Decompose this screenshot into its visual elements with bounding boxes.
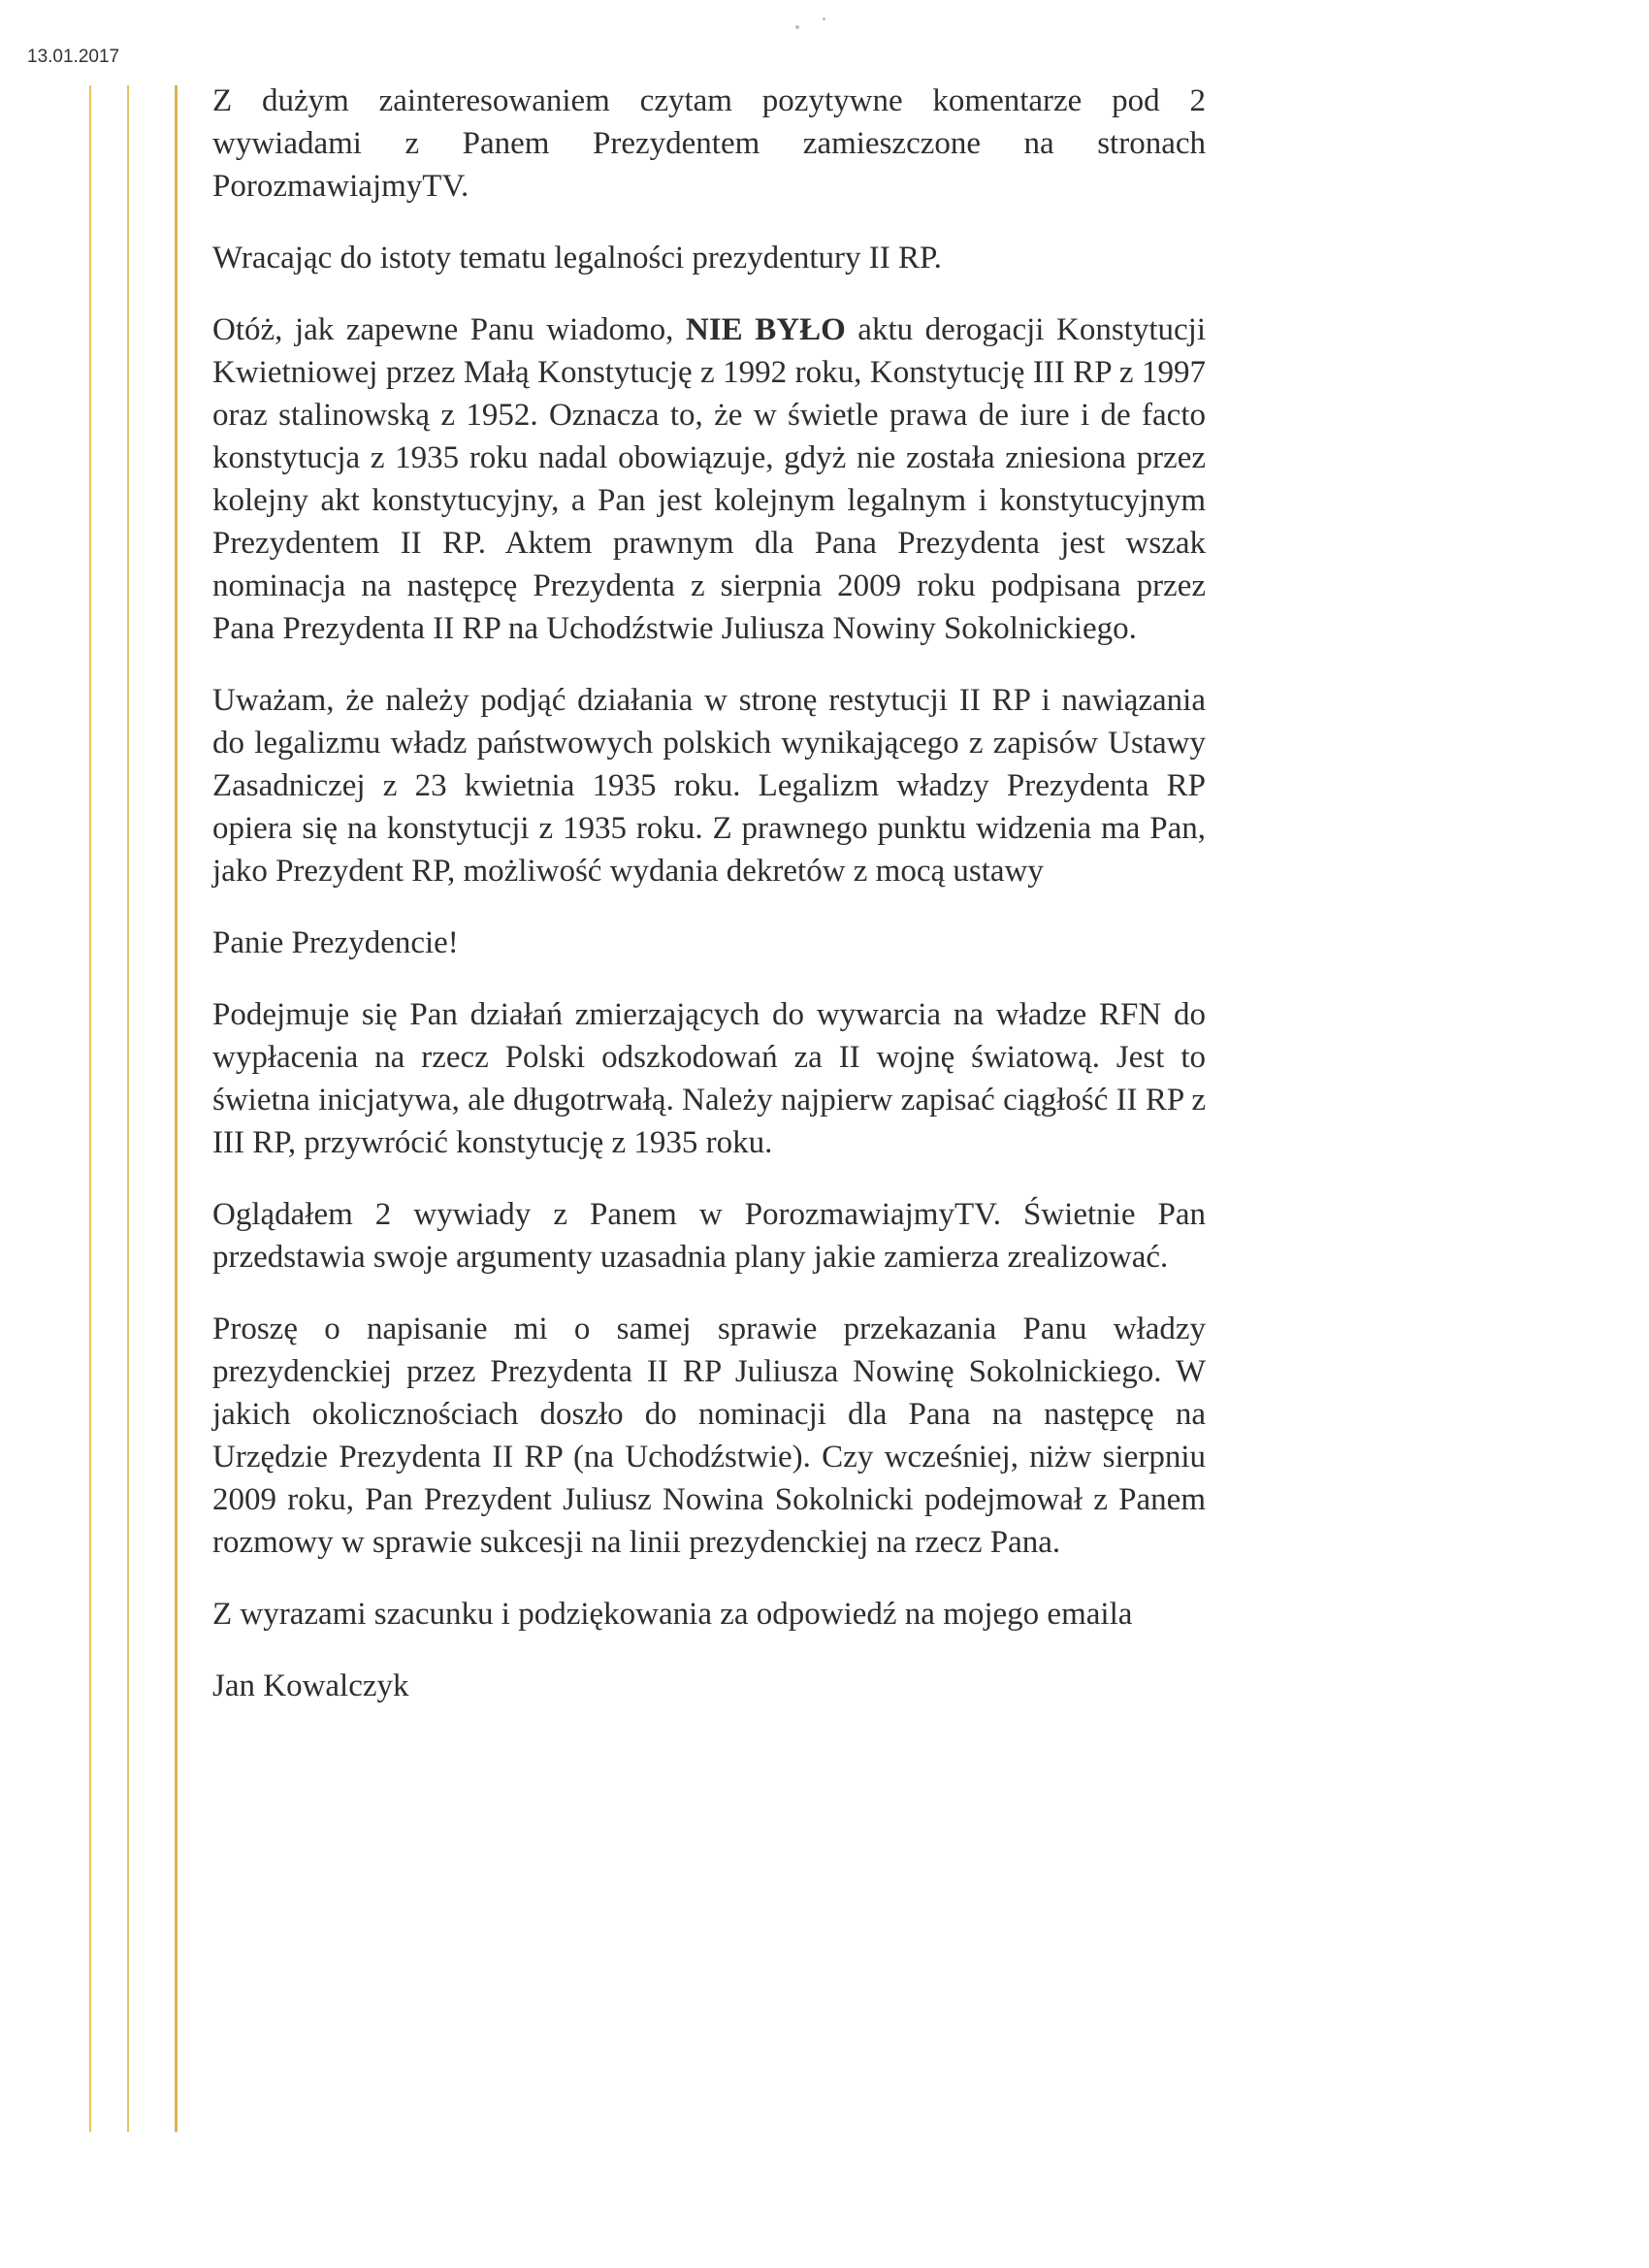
emphasis-nie-bylo: NIE BYŁO xyxy=(685,312,846,347)
paragraph-topic: Wracając do istoty tematu legalności prezydentury II RP. xyxy=(212,241,942,275)
paragraph-compensation: Podejmuje się Pan działań zmierzających do wywarcia na władze RFN do wypłacenia na rzecz Polski odszkodowań za II wojnę światową. Jest to świetna inicjatywa, ale długotrwałą. Należy najpierw zapisać ciągłość II RP z III RP, przywrócić konstytucję z 1935 roku. xyxy=(212,997,1206,1160)
paragraph-salutation: Panie Prezydencie! xyxy=(212,925,459,960)
paragraph-request: Proszę o napisanie mi o samej sprawie przekazania Panu władzy prezydenckiej przez Prezydenta II RP Juliusza Nowinę Sokolnickiego. W jakich okolicznościach doszło do nominacji dla Pana na następcę na Urzędzie Prezydenta II RP (na Uchodźstwie). Czy wcześniej, niżw sierpniu 2009 roku, Pan Prezydent Juliusz Nowina Sokolnicki podejmował z Panem rozmowy w sprawie sukcesji na linii prezydenckiej na rzecz Pana. xyxy=(212,1312,1206,1560)
scan-speck xyxy=(795,25,799,29)
date-stamp: 13.01.2017 xyxy=(27,47,120,67)
margin-line-right xyxy=(175,85,178,2132)
paragraph-closing: Z wyrazami szacunku i podziękowania za odpowiedź na mojego emaila xyxy=(212,1597,1133,1632)
margin-line-left xyxy=(89,85,91,2132)
scan-speck xyxy=(823,17,825,20)
margin-line-middle xyxy=(127,85,129,2132)
signature-name: Jan Kowalczyk xyxy=(212,1669,409,1703)
paragraph-constitution-start: Otóż, jak zapewne Panu wiadomo, xyxy=(212,312,686,347)
paragraph-restitution: Uważam, że należy podjąć działania w stronę restytucji II RP i nawiązania do legalizmu władz państwowych polskich wynikającego z zapisów Ustawy Zasadniczej z 23 kwietnia 1935 roku. Legalizm władzy Prezydenta RP opiera się na konstytucji z 1935 roku. Z prawnego punktu widzenia ma Pan, jako Prezydent RP, możliwość wydania dekretów z mocą ustawy xyxy=(212,683,1206,889)
paragraph-interviews: Oglądałem 2 wywiady z Panem w PorozmawiajmyTV. Świetnie Pan przedstawia swoje argumenty uzasadnia plany jakie zamierza zrealizować. xyxy=(212,1197,1206,1275)
paragraph-constitution-rest: aktu derogacji Konstytucji Kwietniowej przez Małą Konstytucję z 1992 roku, Konstytucję III RP z 1997 oraz stalinowską z 1952. Oznacza to, że w świetle prawa de iure i de facto konstytucja z 1935 roku nadal obowiązuje, gdyż nie została zniesiona przez kolejny akt konstytucyjny, a Pan jest kolejnym legalnym i konstytucyjnym Prezydentem II RP. Aktem prawnym dla Pana Prezydenta jest wszak nominacja na następcę Prezydenta z sierpnia 2009 roku podpisana przez Pana Prezydenta II RP na Uchodźstwie Juliusza Nowiny Sokolnickiego. xyxy=(212,312,1206,646)
paragraph-intro: Z dużym zainteresowaniem czytam pozytywne komentarze pod 2 wywiadami z Panem Prezydentem zamieszczone na stronach PorozmawiajmyTV. xyxy=(212,83,1206,204)
paragraph-constitution xyxy=(212,308,1206,650)
letter-body xyxy=(212,80,1206,1736)
